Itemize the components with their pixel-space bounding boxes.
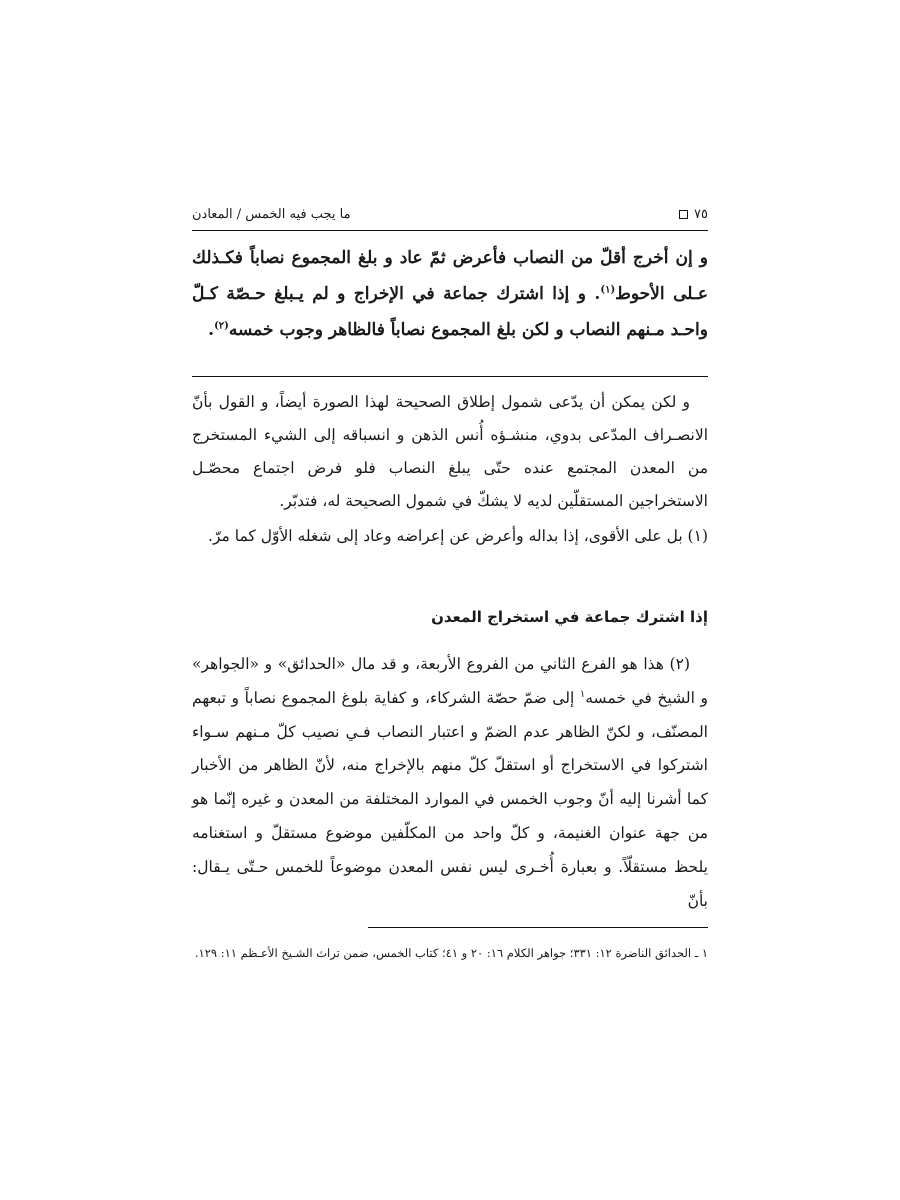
- main-text-end: .: [208, 320, 215, 340]
- reference-marker: ١: [579, 688, 586, 700]
- commentary-paragraph-2: [192, 648, 708, 918]
- commentary-block-2: [192, 648, 708, 918]
- running-title: ما يجب فيه الخمس / المعادن: [192, 206, 351, 222]
- commentary-2-part-a: (٢) هذا هو الفرع الثاني من الفروع الأربعة، و قد مال «الحدائق» و «الجواهر» و الشيخ في خمسه: [192, 655, 708, 707]
- main-text-part-1: و إن أخرج أقلّ من النصاب فأعرض ثمّ عاد و بلغ المجموع نصاباً فكـذلك عـلى الأحوط: [192, 248, 708, 304]
- header-divider: [192, 230, 708, 231]
- page-header: [192, 203, 708, 225]
- commentary-block-1: [192, 386, 708, 553]
- main-text: [192, 240, 708, 348]
- footnote-marker-1: (١): [600, 284, 616, 296]
- footnote-marker-2: (٢): [214, 320, 229, 332]
- commentary-note-1: (١) بل على الأقوى، إذا بداله وأعرض عن إعراضه وعاد إلى شغله الأوّل كما مرّ.: [208, 527, 708, 545]
- commentary-2-part-b: إلى ضمّ حصّة الشركاء، و كفاية بلوغ المجموع نصاباً و تبعهم المصنّف، و لكنّ الظاهر عدم الضمّ و اعتبار النصاب فـي نصيب كلّ مـنهم سـواء اشتركوا في الاستخراج أو استقلّ كلّ منهم بالإخراج منه، لأنّ الظاهر من الأخبار كما أشرنا إليه أنّ وجوب الخمس في الموارد المختلفة من المعدن و غيره إنّما هو من جهة عنوان الغنيمة، و كلّ واحد من المكلّفين موضوع مستقلّ و استغنامه يلحظ مستقلّاً. و بعبارة أُخـرى ليس نفس المعدن موضوعاً للخمس حـتّى يـقال: بأنّ: [192, 688, 708, 910]
- page-number: ٧٥: [694, 206, 708, 222]
- commentary-paragraph-1: و لكن يمكن أن يدّعى شمول إطلاق الصحيحة لهذا الصورة أيضاً، و القول بأنّ الانصـراف المدّعى بدوي، منشـؤه أُنس الذهن و انسباقه إلى الشيء المستخرج من المعدن المجتمع عنده حتّى يبلغ النصاب فلو فرض اجتماع محصّـل الاستخراجين المستقلّين لديه لا يشكّ في شمول الصحيحة له، فتدبّر.: [192, 393, 708, 510]
- main-text-part-2: . و إذا اشترك جماعة في الإخراج و لم يـبلغ حـصّة كـلّ واحـد مـنهم النصاب و لكن بلغ المجموع نصاباً فالظاهر وجوب خمسه: [192, 284, 708, 340]
- page-number-group: [679, 207, 708, 222]
- footnote: ١ ـ الحدائق الناضرة ١٢: ٣٣١؛ جواهر الكلام ١٦: ٢٠ و ٤١؛ كتاب الخمس، ضمن تراث الشـيخ الأعـظم ١١: ١٢٩.: [194, 946, 708, 960]
- main-text-divider: [192, 376, 708, 377]
- section-heading: إذا اشترك جماعة في استخراج المعدن: [431, 608, 708, 626]
- square-box-icon: [679, 210, 688, 219]
- footnote-divider: [368, 927, 708, 928]
